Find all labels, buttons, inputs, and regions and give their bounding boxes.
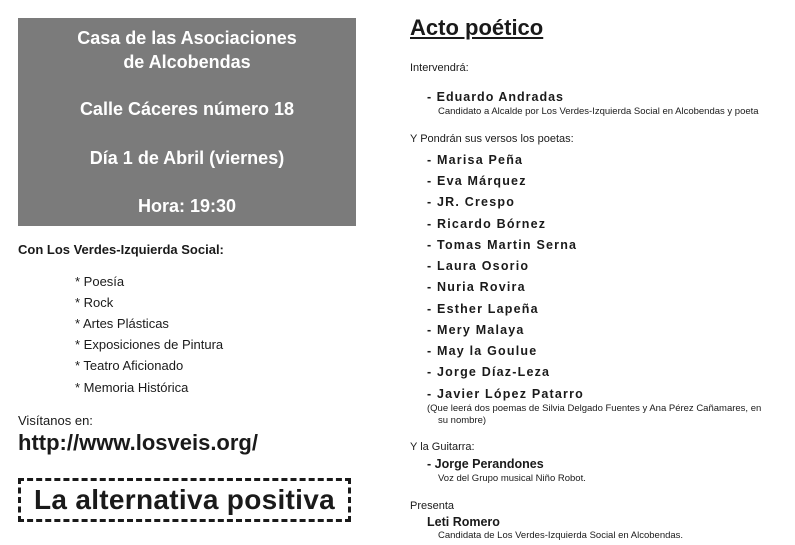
intervenes-label: Intervendrá:	[410, 62, 469, 74]
event-date: Día 1 de Abril (viernes)	[89, 148, 285, 168]
activity-item: * Memoria Histórica	[75, 380, 189, 395]
poet-item: - Ricardo Bórnez	[427, 217, 547, 231]
with-title: Con Los Verdes-Izquierda Social:	[18, 242, 224, 257]
act-title: Acto poético	[410, 15, 544, 40]
poet-note-line-1: (Que leerá dos poemas de Silvia Delgado Fuentes y Ana Pérez Cañamares, en	[427, 403, 762, 414]
poet-item: - May la Goulue	[427, 344, 538, 358]
event-address: Calle Cáceres número 18	[79, 99, 295, 119]
poet-item: - Jorge Díaz-Leza	[427, 365, 551, 379]
poet-item: - Laura Osorio	[427, 259, 530, 273]
poet-note-line-2: su nombre)	[438, 415, 487, 426]
visit-label: Visítanos en:	[18, 413, 93, 428]
venue-line-2: de Alcobendas	[123, 52, 251, 72]
presents-label: Presenta	[410, 500, 455, 512]
poet-item: - Tomas Martin Serna	[427, 238, 578, 252]
poet-item: - Eva Márquez	[427, 174, 527, 188]
website-link[interactable]: http://www.losveis.org/	[18, 430, 258, 455]
slogan-box: La alternativa positiva	[18, 478, 351, 522]
poet-item: - Marisa Peña	[427, 153, 524, 167]
activity-item: * Poesía	[75, 274, 125, 289]
speaker-role: Candidato a Alcalde por Los Verdes-Izquierda Social en Alcobendas y poeta	[438, 106, 759, 117]
presenter-role: Candidata de Los Verdes-Izquierda Social en Alcobendas.	[438, 530, 684, 541]
speaker-name: - Eduardo Andradas	[427, 90, 564, 104]
event-info-box	[18, 18, 356, 226]
activity-item: * Teatro Aficionado	[75, 358, 184, 373]
poet-item: - Mery Malaya	[427, 323, 525, 337]
event-time: Hora: 19:30	[137, 196, 237, 216]
activity-item: * Rock	[75, 295, 114, 310]
guitarist-name: - Jorge Perandones	[427, 457, 544, 471]
poets-label: Y Pondrán sus versos los poetas:	[410, 133, 574, 145]
poet-item: - JR. Crespo	[427, 195, 516, 209]
guitarist-role: Voz del Grupo musical Niño Robot.	[438, 473, 586, 484]
venue-line-1: Casa de las Asociaciones	[77, 28, 297, 48]
activity-item: * Exposiciones de Pintura	[75, 337, 224, 352]
activity-item: * Artes Plásticas	[75, 316, 169, 331]
guitar-label: Y la Guitarra:	[410, 441, 475, 453]
poet-item: - Esther Lapeña	[427, 302, 539, 316]
poet-item: - Nuria Rovira	[427, 280, 526, 294]
presenter-name: Leti Romero	[427, 515, 500, 529]
poet-item: - Javier López Patarro	[427, 387, 585, 401]
